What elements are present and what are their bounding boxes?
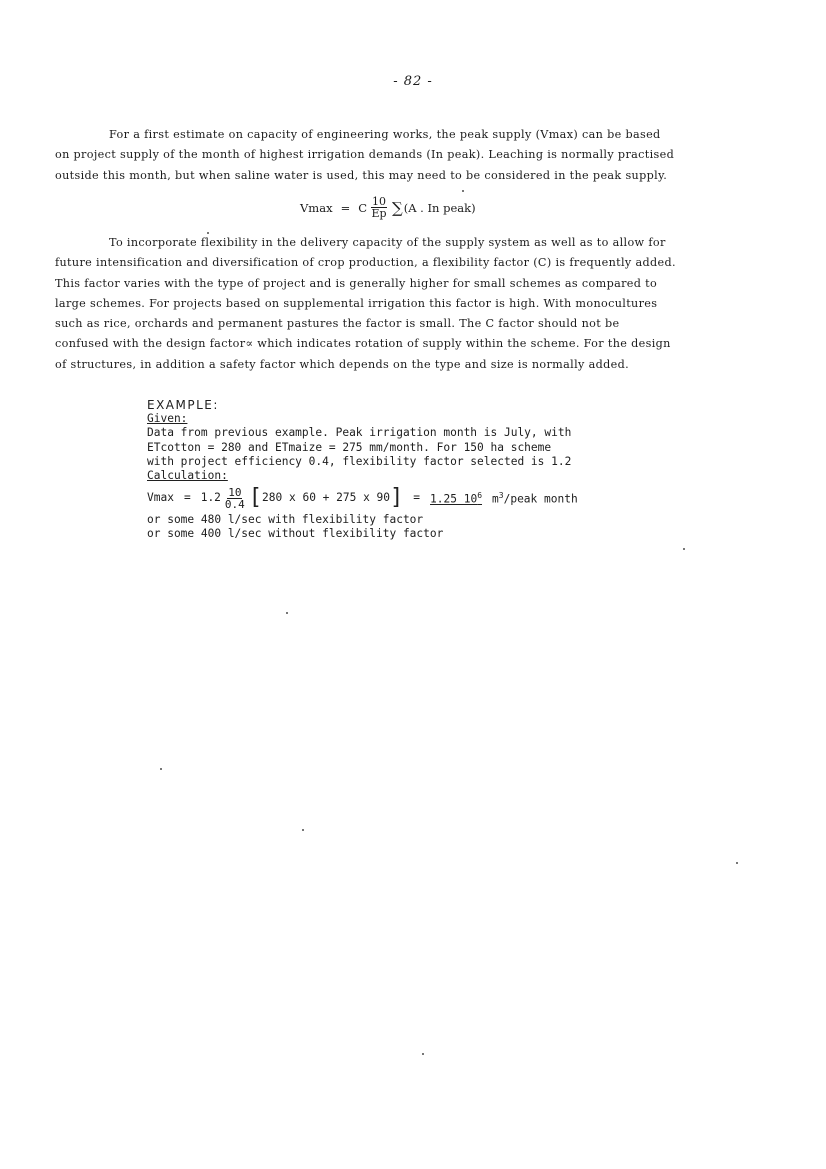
calc-lhs: Vmax <box>147 491 174 505</box>
paragraph-line: future intensification and diversification of crop production, a flexibility factor (C) is frequently added. <box>55 256 676 270</box>
paragraph-line: outside this month, but when saline water is used, this may need to be considered in the peak supply. <box>55 168 668 182</box>
scan-speck <box>422 1053 424 1055</box>
given-line: ETcotton = 280 and ETmaize = 275 mm/month. For 150 ha scheme <box>147 440 552 454</box>
calc-inner-expression: 280 x 60 + 275 x 90 <box>262 491 391 505</box>
scan-speck <box>683 548 685 550</box>
example-block <box>147 398 707 542</box>
paragraph-line: This factor varies with the type of project and is generally higher for small schemes as compared to <box>55 276 658 290</box>
vmax-formula <box>300 196 476 219</box>
result-line: or some 400 l/sec without flexibility factor <box>147 527 444 541</box>
right-bracket: ] <box>390 485 404 511</box>
paragraph-line: large schemes. For projects based on supplemental irrigation this factor is high. With monocultures <box>55 296 658 310</box>
page-number: - 82 - <box>393 74 433 89</box>
result-line: or some 480 l/sec with flexibility factor <box>147 513 424 527</box>
paragraph-line: such as rice, orchards and permanent pastures the factor is small. The C factor should not be <box>55 317 620 331</box>
calc-fraction-denominator: 0.4 <box>224 497 245 511</box>
formula-term: (A . In peak) <box>403 200 476 215</box>
formula-lhs: Vmax <box>300 200 333 215</box>
given-line: Data from previous example. Peak irrigation month is July, with <box>147 426 572 440</box>
calc-result-exponent: 6 <box>477 491 483 501</box>
scan-speck <box>207 232 209 234</box>
formula-constant: C <box>358 200 368 215</box>
calc-equals: = <box>413 491 421 505</box>
formula-equals: = <box>340 200 351 215</box>
scan-speck <box>160 768 162 770</box>
fraction-numerator: 10 <box>372 195 387 208</box>
calc-factor: 1.2 <box>200 491 221 505</box>
paragraph-line: For a first estimate on capacity of engineering works, the peak supply (Vmax) can be based <box>109 128 661 141</box>
paragraph-peak-supply <box>55 125 775 186</box>
paragraph-line: confused with the design factor∝ which indicates rotation of supply within the scheme. For the design <box>55 337 671 351</box>
calc-unit-exponent: 3 <box>498 491 504 501</box>
calc-unit-base: m <box>492 492 499 506</box>
scan-speck <box>302 829 304 831</box>
calculation-formula <box>147 486 707 510</box>
scan-speck <box>736 862 738 864</box>
given-line: with project efficiency 0.4, flexibility factor selected is 1.2 <box>147 454 572 468</box>
calc-fraction-numerator: 10 <box>228 485 242 499</box>
calculation-label: Calculation: <box>147 469 228 483</box>
paragraph-line: of structures, in addition a safety factor which depends on the type and size is normally added. <box>55 357 630 371</box>
calc-result-mantissa: 1.25 10 <box>430 492 478 506</box>
left-bracket: [ <box>248 485 263 511</box>
formula-fraction <box>371 196 387 219</box>
paragraph-line: To incorporate flexibility in the delivery capacity of the supply system as well as to allow for <box>109 236 666 249</box>
given-label: Given: <box>147 412 188 426</box>
sigma-symbol: ∑ <box>392 198 403 217</box>
calc-fraction <box>225 487 245 510</box>
example-heading: EXAMPLE: <box>147 398 219 412</box>
calc-equals: = <box>183 491 191 505</box>
fraction-denominator: Ep <box>371 207 387 220</box>
paragraph-flexibility-factor <box>55 233 775 375</box>
paragraph-line: on project supply of the month of highest irrigation demands (In peak). Leaching is normally practised <box>55 148 675 162</box>
calc-result <box>430 489 482 507</box>
calc-unit <box>492 489 578 507</box>
scan-speck <box>286 612 288 614</box>
scan-speck <box>462 190 464 192</box>
calc-unit-rest: /peak month <box>503 492 578 506</box>
